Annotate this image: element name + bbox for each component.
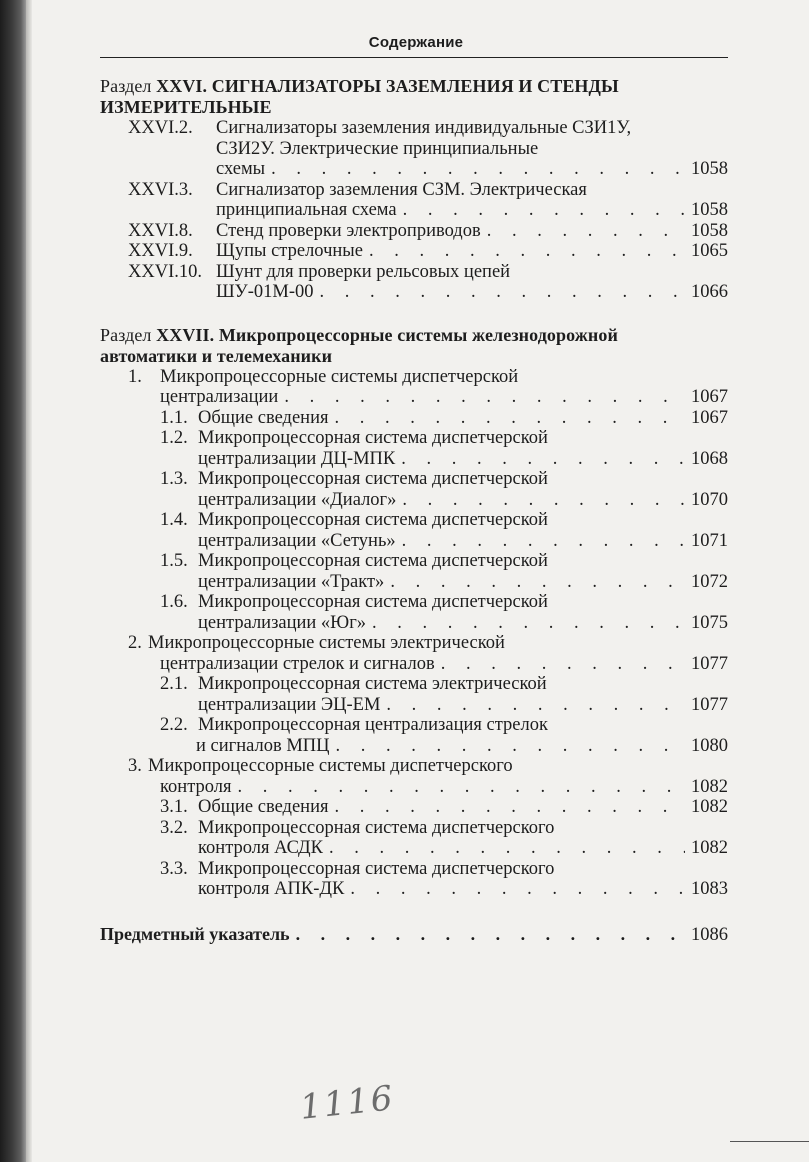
table-of-contents [100, 76, 728, 946]
handwritten-note: 1116 [298, 1078, 397, 1128]
page-number: 1066 [691, 282, 728, 302]
page-number: 1067 [691, 387, 728, 407]
entry-title: централизации стрелок и сигналов [160, 653, 435, 674]
section-title-cont: ИЗМЕРИТЕЛЬНЫЕ [100, 97, 272, 117]
leader-dots [330, 736, 685, 757]
entry-title: схемы [216, 159, 266, 179]
entry-title: Микропроцессорная система диспетчерской [198, 510, 548, 530]
toc-entry[interactable] [100, 818, 728, 859]
page-number: 1072 [691, 571, 728, 592]
leader-dots [366, 613, 685, 634]
toc-entry[interactable] [100, 510, 728, 551]
entry-number: XXVI.2. [128, 118, 193, 138]
entry-title: Стенд проверки электроприводов [216, 220, 481, 241]
leader-dots [363, 241, 685, 262]
toc-entry[interactable] [100, 715, 728, 756]
leader-dots [396, 490, 685, 511]
entry-title: централизации «Диалог» [198, 489, 397, 510]
toc-entry[interactable] [100, 592, 728, 633]
entry-title: Микропроцессорная система диспетчерской [198, 469, 548, 489]
toc-entry[interactable] [100, 241, 728, 262]
entry-title: Общие сведения [198, 407, 329, 428]
toc-entry[interactable] [100, 118, 728, 180]
section-title: XXVI. СИГНАЛИЗАТОРЫ ЗАЗЕМЛЕНИЯ И СТЕНДЫ [156, 76, 619, 96]
page-number: 1083 [691, 879, 728, 899]
entry-title: централизации ДЦ-МПК [198, 448, 396, 469]
toc-entry[interactable] [100, 859, 728, 900]
entry-title: централизации «Сетунь» [198, 530, 396, 551]
entry-number: 2. [128, 633, 142, 653]
leader-dots [396, 531, 685, 552]
entry-number: 1.4. [160, 510, 188, 530]
page-number: 1077 [691, 653, 728, 674]
entry-number: 1.5. [160, 551, 188, 571]
leader-dots [278, 387, 685, 408]
entry-title: централизации ЭЦ-ЕМ [198, 694, 381, 715]
entry-title: Микропроцессорная централизация стрелок [198, 715, 548, 735]
entry-number: 2.2. [160, 715, 188, 735]
entry-title: Микропроцессорные системы диспетчерского [148, 756, 513, 776]
leader-dots [344, 879, 685, 900]
page-number: 1067 [691, 407, 728, 428]
entry-title: Микропроцессорная система диспетчерской [198, 592, 548, 612]
page-number: 1070 [691, 489, 728, 510]
entry-title: Общие сведения [198, 797, 329, 817]
header-rule [100, 57, 728, 58]
leader-dots [435, 654, 685, 675]
entry-title: централизации [160, 387, 279, 407]
leader-dots [323, 838, 685, 859]
entry-title: Сигнализатор заземления СЗМ. Электрическая [216, 179, 587, 200]
page-number: 1082 [691, 776, 728, 797]
leader-dots [384, 572, 685, 593]
toc-entry[interactable] [100, 180, 728, 221]
section-xxvi-heading [100, 76, 728, 118]
running-header: Содержание [368, 34, 464, 51]
toc-entry-index[interactable] [100, 924, 728, 946]
entry-number: XXVI.3. [128, 179, 193, 200]
page-number: 1075 [691, 612, 728, 633]
leader-dots [397, 200, 685, 221]
page-number: 1082 [691, 797, 728, 817]
book-spine-shadow [0, 0, 26, 1162]
entry-title: Микропроцессорные системы диспетчерской [160, 366, 519, 387]
entry-title: и сигналов МПЦ [196, 735, 330, 756]
entry-number: 1.3. [160, 469, 188, 489]
section-label: Раздел [100, 76, 152, 96]
page-number: 1065 [691, 241, 728, 261]
page-number: 1080 [691, 735, 728, 756]
page-number: 1086 [691, 924, 728, 945]
section-title: XXVII. Микропроцессорные системы железнодорожной [156, 324, 618, 345]
toc-entry[interactable] [100, 262, 728, 303]
toc-entry[interactable] [100, 221, 728, 242]
page-number: 1068 [691, 448, 728, 469]
section-label: Раздел [100, 324, 152, 345]
entry-number: 3. [128, 756, 142, 776]
entry-title: принципиальная схема [216, 200, 397, 220]
toc-entry[interactable] [100, 756, 728, 797]
entry-title: Микропроцессорная система диспетчерской [198, 551, 548, 571]
leader-dots [314, 282, 685, 303]
entry-number: 1.6. [160, 592, 188, 612]
entry-number: XXVI.9. [128, 241, 193, 261]
leader-dots [329, 797, 686, 818]
entry-number: 3.2. [160, 817, 188, 838]
leader-dots [232, 777, 685, 798]
toc-entry[interactable] [100, 633, 728, 674]
entry-title: Микропроцессорная система электрической [198, 674, 547, 694]
entry-number: 1.2. [160, 428, 188, 448]
page-number: 1058 [691, 220, 728, 241]
entry-number: 3.1. [160, 797, 188, 817]
index-title: Предметный указатель [100, 923, 290, 944]
entry-number: XXVI.8. [128, 220, 193, 241]
entry-title: ШУ-01М-00 [216, 282, 314, 302]
leader-dots [395, 449, 685, 470]
leader-dots [329, 408, 686, 429]
page-number: 1058 [691, 200, 728, 220]
entry-title: Микропроцессорная система диспетчерского [198, 817, 555, 838]
toc-entry[interactable] [100, 797, 728, 818]
entry-title: контроля АПК-ДК [198, 879, 345, 899]
scan-edge-line [730, 1141, 809, 1142]
entry-title: контроля [160, 776, 232, 797]
toc-entry[interactable] [100, 428, 728, 469]
section-title-cont: автоматики и телемеханики [100, 345, 333, 366]
entry-title: Микропроцессорная система диспетчерской [198, 428, 548, 448]
toc-entry[interactable] [100, 408, 728, 429]
entry-number: 2.1. [160, 674, 188, 694]
entry-title: Шунт для проверки рельсовых цепей [216, 261, 511, 282]
page-number: 1077 [691, 694, 728, 715]
leader-dots [290, 924, 685, 945]
entry-number: 1.1. [160, 407, 188, 428]
section-xxvii-heading [100, 325, 728, 367]
leader-dots [380, 695, 685, 716]
entry-title: Щупы стрелочные [216, 241, 363, 261]
toc-entry[interactable] [100, 367, 728, 408]
entry-number: 1. [128, 366, 142, 387]
toc-entry[interactable] [100, 674, 728, 715]
page-number: 1071 [691, 530, 728, 551]
leader-dots [265, 159, 685, 180]
entry-title: СЗИ2У. Электрические принципиальные [216, 138, 539, 159]
entry-number: 3.3. [160, 858, 188, 879]
page-number: 1082 [691, 838, 728, 858]
leader-dots [481, 221, 685, 242]
toc-entry[interactable] [100, 469, 728, 510]
entry-title: централизации «Тракт» [198, 571, 385, 592]
entry-number: XXVI.10. [128, 261, 202, 282]
entry-title: контроля АСДК [198, 838, 323, 858]
toc-entry[interactable] [100, 551, 728, 592]
entry-title: Микропроцессорные системы электрической [148, 633, 505, 653]
page-number: 1058 [691, 159, 728, 179]
entry-title: централизации «Юг» [198, 612, 367, 633]
entry-title: Микропроцессорная система диспетчерского [198, 858, 555, 879]
book-spine-edge [26, 0, 32, 1162]
entry-title: Сигнализаторы заземления индивидуальные СЗИ1У, [216, 118, 632, 138]
